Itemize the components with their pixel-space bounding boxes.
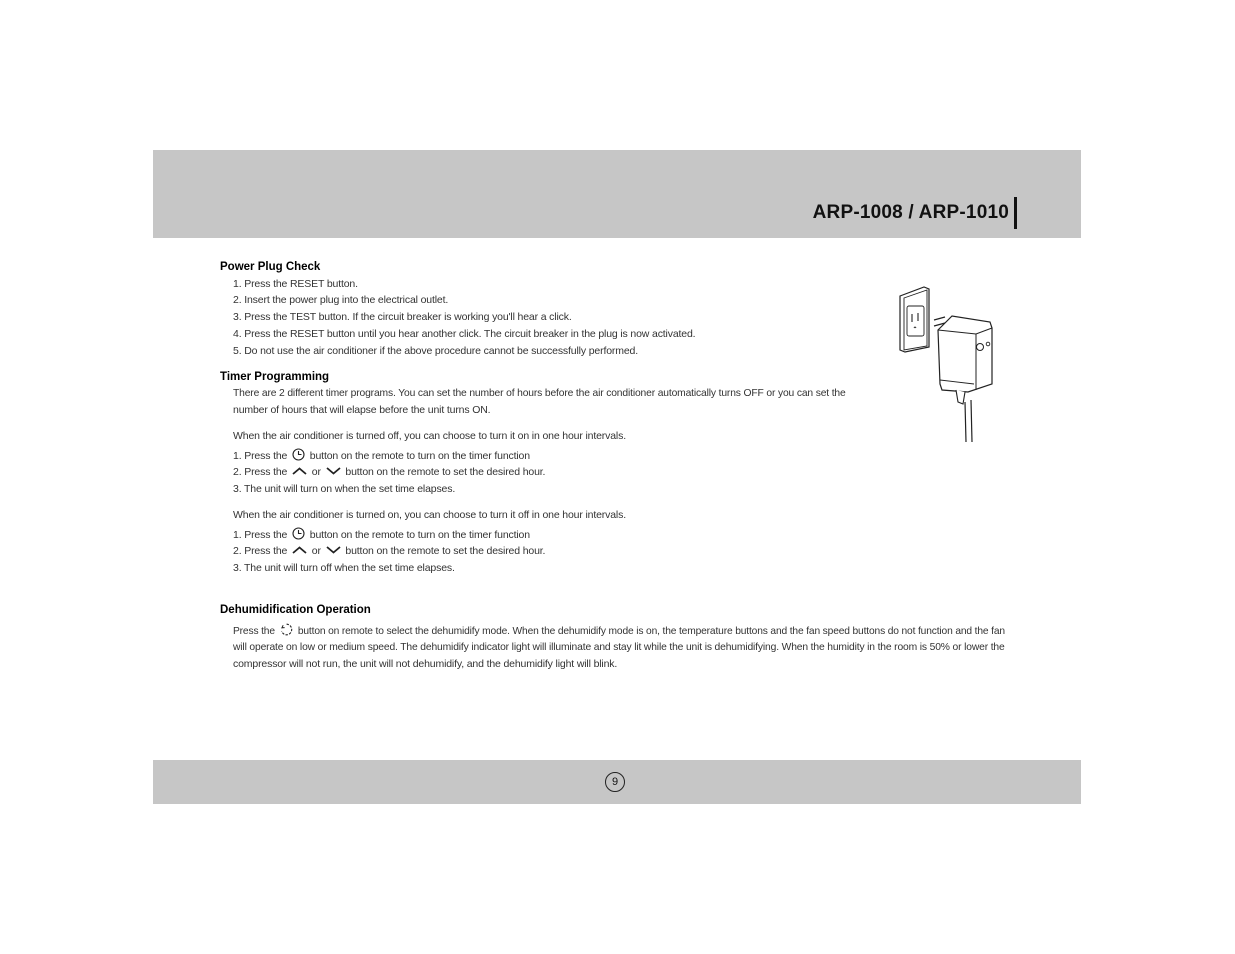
step-text: or	[311, 466, 321, 478]
step-text: 2. Press the	[233, 545, 288, 557]
down-arrow-icon	[326, 466, 341, 478]
step-text: button on the remote to set the desired hour.	[345, 466, 546, 478]
timer-programming-title: Timer Programming	[220, 371, 330, 383]
step-text: 1. Press the	[233, 528, 288, 541]
clock-icon	[292, 527, 305, 543]
dehumidify-text: Press the	[233, 624, 275, 637]
timer-intro-line: number of hours that will elapse before the unit turns ON.	[233, 404, 491, 416]
step-text: 1. Press the	[233, 449, 288, 462]
timer-off-step-1	[233, 448, 530, 464]
dehumidify-line-1	[233, 623, 1005, 639]
step-text: button on the remote to set the desired hour.	[345, 545, 546, 557]
timer-off-step-2	[233, 466, 545, 478]
step-text: 2. Press the	[233, 466, 288, 478]
dehumidify-line-3: compressor will not run, the unit will not dehumidify, and the dehumidify light will blink.	[233, 658, 618, 670]
step-text: button on the remote to turn on the timer function	[309, 449, 530, 462]
dehumidify-icon	[280, 623, 294, 639]
power-plug-step: 3. Press the TEST button. If the circuit breaker is working you'll hear a click.	[233, 311, 572, 323]
power-plug-outlet-illustration	[896, 284, 996, 446]
footer-band	[153, 760, 1081, 804]
timer-on-step-3: 3. The unit will turn off when the set time elapses.	[233, 562, 455, 574]
timer-off-step-3: 3. The unit will turn on when the set time elapses.	[233, 483, 456, 495]
dehumidification-title: Dehumidification Operation	[220, 604, 371, 616]
clock-icon	[292, 448, 305, 464]
down-arrow-icon	[326, 545, 341, 557]
step-text: button on the remote to turn on the timer function	[309, 528, 530, 541]
up-arrow-icon	[292, 545, 307, 557]
dehumidify-line-2: will operate on low or medium speed. The dehumidify indicator light will illuminate and stay lit while the unit is dehumidifying. When the humidity in the room is 50% or lower the	[233, 641, 1005, 653]
timer-off-lead: When the air conditioner is turned off, you can choose to turn it on in one hour intervals.	[233, 430, 626, 442]
power-plug-step: 2. Insert the power plug into the electrical outlet.	[233, 294, 449, 306]
up-arrow-icon	[292, 466, 307, 478]
model-title: ARP-1008 / ARP-1010	[812, 202, 1009, 223]
dehumidify-text: button on remote to select the dehumidify mode. When the dehumidify mode is on, the temperature buttons and the fan speed buttons do not function and the fan	[297, 624, 1005, 637]
step-text: or	[311, 545, 321, 557]
power-plug-step: 4. Press the RESET button until you hear another click. The circuit breaker in the plug is now activated.	[233, 328, 696, 340]
power-plug-step: 5. Do not use the air conditioner if the above procedure cannot be successfully performed.	[233, 345, 638, 357]
timer-intro-line: There are 2 different timer programs. You can set the number of hours before the air conditioner automatically turns OFF or you can set the	[233, 387, 846, 399]
power-plug-step: 1. Press the RESET button.	[233, 278, 358, 290]
power-plug-check-title: Power Plug Check	[220, 261, 321, 273]
timer-on-step-1	[233, 527, 530, 543]
page-number: 9	[605, 772, 625, 792]
timer-on-step-2	[233, 545, 545, 557]
timer-on-lead: When the air conditioner is turned on, you can choose to turn it off in one hour intervals.	[233, 509, 626, 521]
